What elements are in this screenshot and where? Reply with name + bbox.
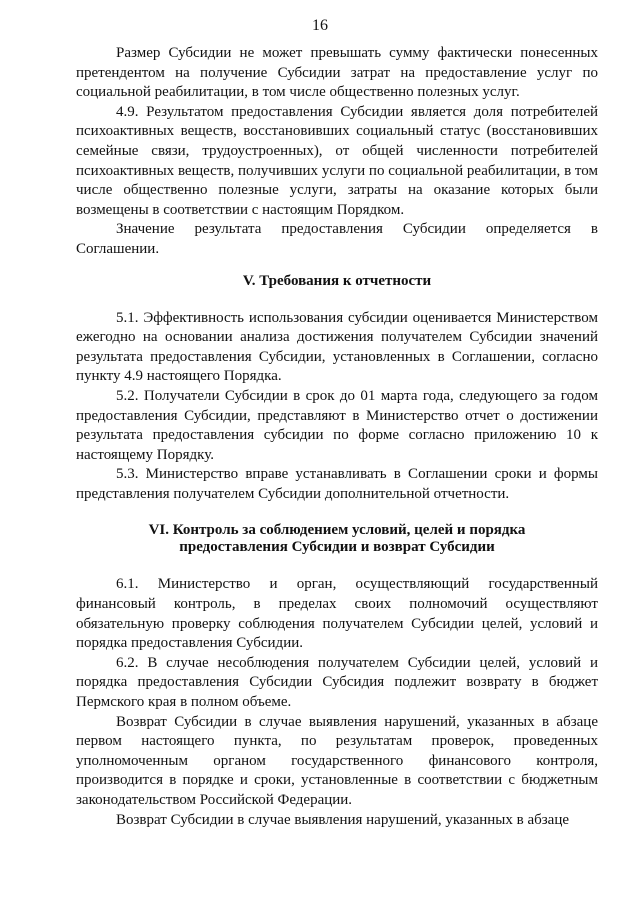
section-6-heading-line-2: предоставления Субсидии и возврат Субсидии — [179, 539, 495, 556]
paragraph-6-2: 6.2. В случае несоблюдения получателем Субсидии целей, условий и порядка предоставления Субсидии Субсидия подлежит возврату в бюджет Пермского края в полном объеме. — [76, 654, 598, 711]
paragraph-5-2: 5.2. Получатели Субсидии в срок до 01 марта года, следующего за годом предоставления Субсидии, представляют в Министерство отчет о достижении результата предоставления субсидии по форме согласно приложению 10 к настоящему Порядку. — [76, 387, 598, 463]
paragraph-subsidy-limit: Размер Субсидии не может превышать сумму фактически понесенных претендентом на получение Субсидии затрат на предоставление услуг по социальной реабилитации, в том числе общественно полезных услуг. — [76, 45, 598, 101]
paragraph-5-3: 5.3. Министерство вправе устанавливать в Соглашении сроки и формы представления получателем Субсидии дополнительной отчетности. — [76, 466, 598, 502]
paragraph-4-9: 4.9. Результатом предоставления Субсидии является доля потребителей психоактивных веществ, восстановивших социальный статус (восстановивших семейные связи, трудоустроенных), от общей численности потребителей психоактивных веществ, получивших услуги по социальной реабилитации, в том числе общественно полезные услуги, затраты на оказание которых были возмещены в соответствии с настоящим Порядком. — [76, 103, 598, 218]
paragraph-refund-continued: Возврат Субсидии в случае выявления нарушений, указанных в абзаце — [116, 811, 570, 828]
paragraph-5-1: 5.1. Эффективность использования субсидии оценивается Министерством ежегодно на основании анализа достижения получателем Субсидии значений результата предоставления Субсидии, установленных в Соглашении, согласно пункту 4.9 настоящего Порядка. — [76, 309, 598, 385]
paragraph-result-value: Значение результата предоставления Субсидии определяется в Соглашении. — [76, 221, 598, 257]
section-5-heading: V. Требования к отчетности — [242, 272, 432, 289]
section-6-heading — [76, 522, 598, 556]
paragraph-6-1: 6.1. Министерство и орган, осуществляющий государственный финансовый контроль, в пределах своих полномочий осуществляют обязательную проверку соблюдения получателем Субсидии целей, условий и порядка предоставления Субсидии. — [76, 576, 598, 652]
document-body — [76, 44, 598, 830]
section-6-heading-line-1: VI. Контроль за соблюдением условий, целей и порядка — [148, 522, 526, 539]
page-number: 16 — [312, 17, 328, 34]
paragraph-refund-procedure: Возврат Субсидии в случае выявления нарушений, указанных в абзаце первом настоящего пункта, по результатам проверок, проведенных уполномоченным органом государственного финансового контроля, производится в порядке и сроки, установленные в соответствии с бюджетным законодательством Российской Федерации. — [76, 713, 598, 808]
